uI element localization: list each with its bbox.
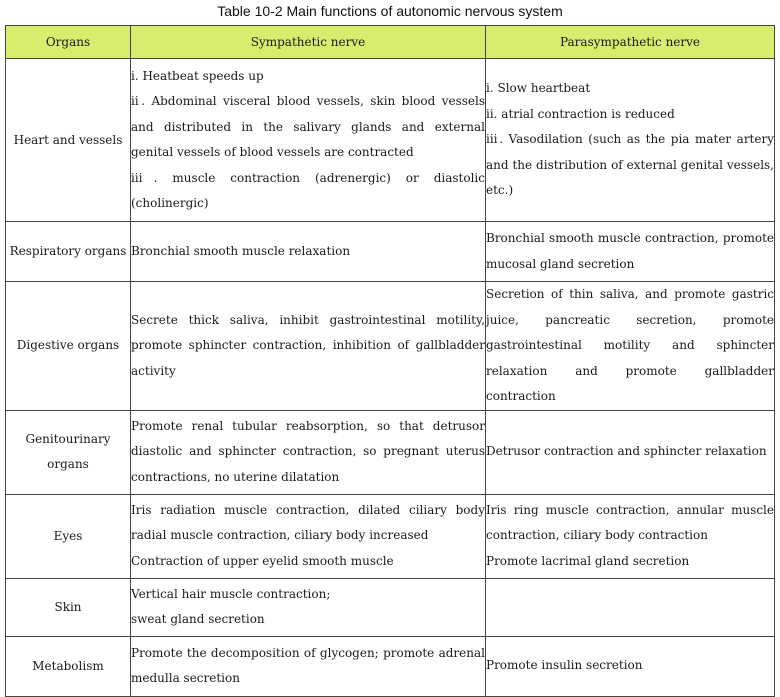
- parasympathetic-function-text: Promote insulin secretion: [486, 658, 643, 673]
- parasympathetic-cell: [486, 410, 775, 494]
- parasympathetic-function-text: Secretion of thin saliva, and promote gastric juice, pancreatic secretion, promote gastrointestinal motility and sphincter relaxation and promote gallbladder contraction: [486, 287, 774, 403]
- organ-cell: [6, 636, 131, 696]
- sympathetic-cell: [131, 636, 486, 696]
- organ-label: Heart and vessels: [13, 132, 123, 147]
- parasympathetic-function-text: Iris ring muscle contraction, annular muscle contraction, ciliary body contraction: [486, 502, 774, 543]
- table-row: [6, 282, 775, 411]
- sympathetic-cell: [131, 494, 486, 578]
- sympathetic-function-text: Iris radiation muscle contraction, dilated ciliary body radial muscle contraction, ciliary body increased: [131, 502, 485, 543]
- organ-cell: [6, 494, 131, 578]
- organ-label: Eyes: [53, 528, 83, 543]
- sympathetic-function-text: Bronchial smooth muscle relaxation: [131, 243, 351, 258]
- table-row: [6, 59, 775, 222]
- parasympathetic-cell: [486, 494, 775, 578]
- sympathetic-function-text: Promote renal tubular reabsorption, so that detrusor diastolic and sphincter contraction, so pregnant uterus contractions, no uterine dilatation: [131, 418, 485, 484]
- sympathetic-cell: [131, 578, 486, 636]
- organ-label: Respiratory organs: [9, 244, 127, 258]
- sympathetic-function-text: Vertical hair muscle contraction;: [131, 586, 331, 601]
- sympathetic-function-text: ⅱ. Abdominal visceral blood vessels, skin blood vessels and distributed in the salivary glands and external genital vessels of blood vessels are contracted: [131, 94, 485, 159]
- sympathetic-cell: [131, 410, 486, 494]
- sympathetic-function-text: Contraction of upper eyelid smooth muscle: [131, 553, 394, 568]
- parasympathetic-cell: [486, 222, 775, 282]
- header-organs: Organs: [6, 26, 131, 59]
- organ-cell: [6, 282, 131, 411]
- parasympathetic-function-text: Detrusor contraction and sphincter relaxation: [486, 444, 767, 459]
- sympathetic-function-text: sweat gland secretion: [131, 612, 265, 626]
- organ-label: organs: [47, 457, 89, 471]
- sympathetic-cell: [131, 59, 486, 222]
- table-row: [6, 578, 775, 636]
- header-parasympathetic: Parasympathetic nerve: [486, 26, 775, 59]
- parasympathetic-function-text: Bronchial smooth muscle contraction, promote mucosal gland secretion: [486, 231, 774, 271]
- organ-cell: [6, 578, 131, 636]
- sympathetic-cell: [131, 282, 486, 411]
- organ-label: Digestive organs: [16, 338, 120, 353]
- organ-label: Metabolism: [32, 658, 104, 673]
- organ-label: Skin: [54, 599, 82, 614]
- parasympathetic-function-text: Promote lacrimal gland secretion: [486, 553, 690, 568]
- parasympathetic-function-text: ⅱ. atrial contraction is reduced: [486, 106, 675, 121]
- sympathetic-cell: [131, 222, 486, 282]
- parasympathetic-cell: [486, 59, 775, 222]
- organ-cell: [6, 59, 131, 222]
- sympathetic-function-text: ⅰ. Heatbeat speeds up: [131, 68, 264, 83]
- autonomic-functions-table: [5, 25, 775, 697]
- parasympathetic-function-text: ⅰ. Slow heartbeat: [486, 81, 591, 96]
- sympathetic-function-text: Secrete thick saliva, inhibit gastrointestinal motility, promote sphincter contraction, inhibition of gallbladder activity: [131, 312, 485, 378]
- header-row: [6, 26, 775, 59]
- parasympathetic-function-text: ⅲ. Vasodilation (such as the pia mater artery and the distribution of external genital vessels, etc.): [486, 132, 774, 198]
- header-sympathetic: Sympathetic nerve: [131, 26, 486, 59]
- organ-cell: [6, 222, 131, 282]
- table-row: [6, 494, 775, 578]
- table-row: [6, 410, 775, 494]
- organ-label: Genitourinary: [25, 432, 111, 446]
- sympathetic-function-text: Promote the decomposition of glycogen; promote adrenal medulla secretion: [131, 645, 485, 685]
- parasympathetic-cell: [486, 578, 775, 636]
- parasympathetic-cell: [486, 636, 775, 696]
- organ-cell: [6, 410, 131, 494]
- sympathetic-function-text: ⅲ. muscle contraction (adrenergic) or diastolic (cholinergic): [131, 170, 485, 210]
- table-caption: Table 10-2 Main functions of autonomic nervous system: [217, 3, 563, 19]
- parasympathetic-cell: [486, 282, 775, 411]
- table-row: [6, 636, 775, 696]
- table-row: [6, 222, 775, 282]
